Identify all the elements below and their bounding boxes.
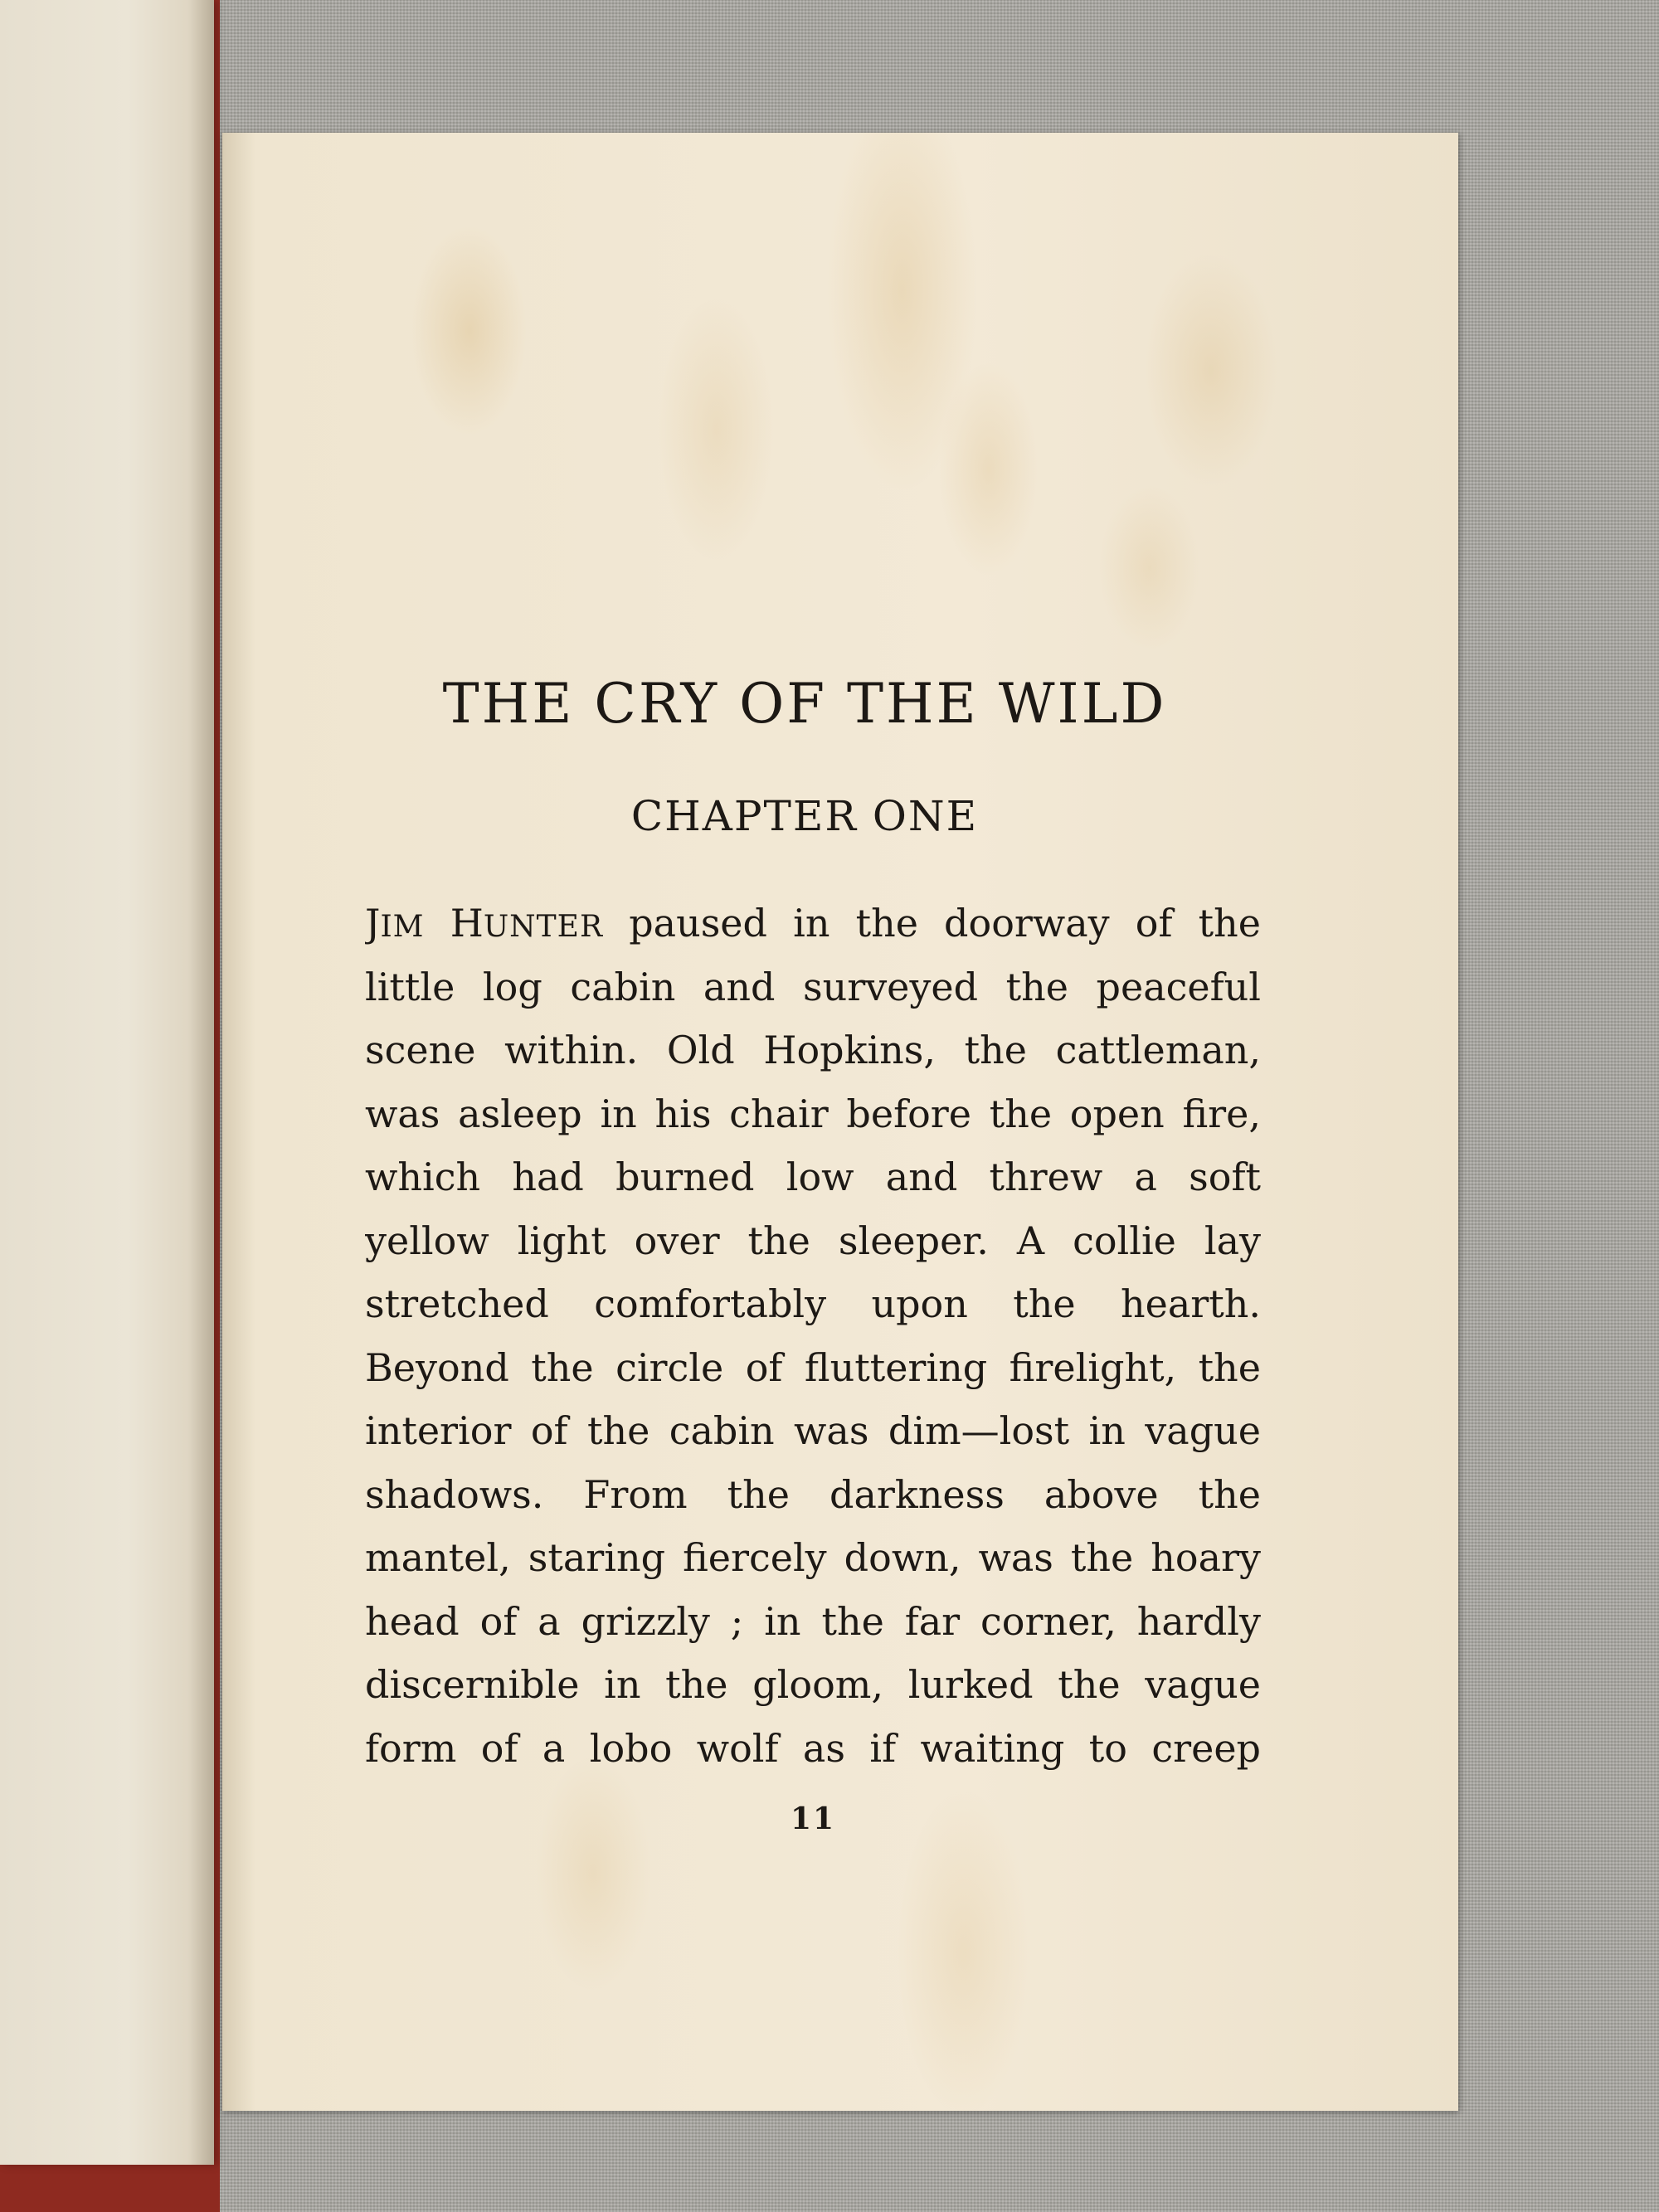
text-line: form of a lobo wolf as if waiting to creep [365, 1725, 1261, 1771]
text-line: stretched comfortably upon the hearth. [365, 1281, 1261, 1326]
body-text [365, 892, 1261, 1780]
text-line [365, 892, 1261, 955]
text-line: discernible in the gloom, lurked the vague [365, 1662, 1261, 1707]
text-line: little log cabin and surveyed the peaceful [365, 964, 1261, 1009]
text-line: scene within. Old Hopkins, the cattleman, [365, 1028, 1261, 1072]
chapter-heading: CHAPTER ONE [630, 792, 979, 840]
page-number: 11 [790, 1801, 836, 1836]
text-line: interior of the cabin was dim—lost in vague [365, 1408, 1261, 1453]
text-line: Beyond the circle of fluttering firelight, the [365, 1344, 1261, 1390]
text-line: was asleep in his chair before the open fire, [365, 1091, 1261, 1136]
text-line: shadows. From the darkness above the [365, 1471, 1261, 1517]
left-page [0, 0, 214, 2165]
text-line: which had burned low and threw a soft [365, 1155, 1261, 1199]
character-name: JIM HUNTER [365, 901, 604, 946]
book-title: THE CRY OF THE WILD [442, 672, 1167, 736]
text-line: yellow light over the sleeper. A collie lay [365, 1218, 1261, 1263]
text-line: mantel, staring fiercely down, was the hoary [365, 1535, 1261, 1580]
first-line-text: paused in the doorway of the [629, 901, 1261, 946]
text-line: head of a grizzly ; in the far corner, hardly [365, 1598, 1261, 1644]
